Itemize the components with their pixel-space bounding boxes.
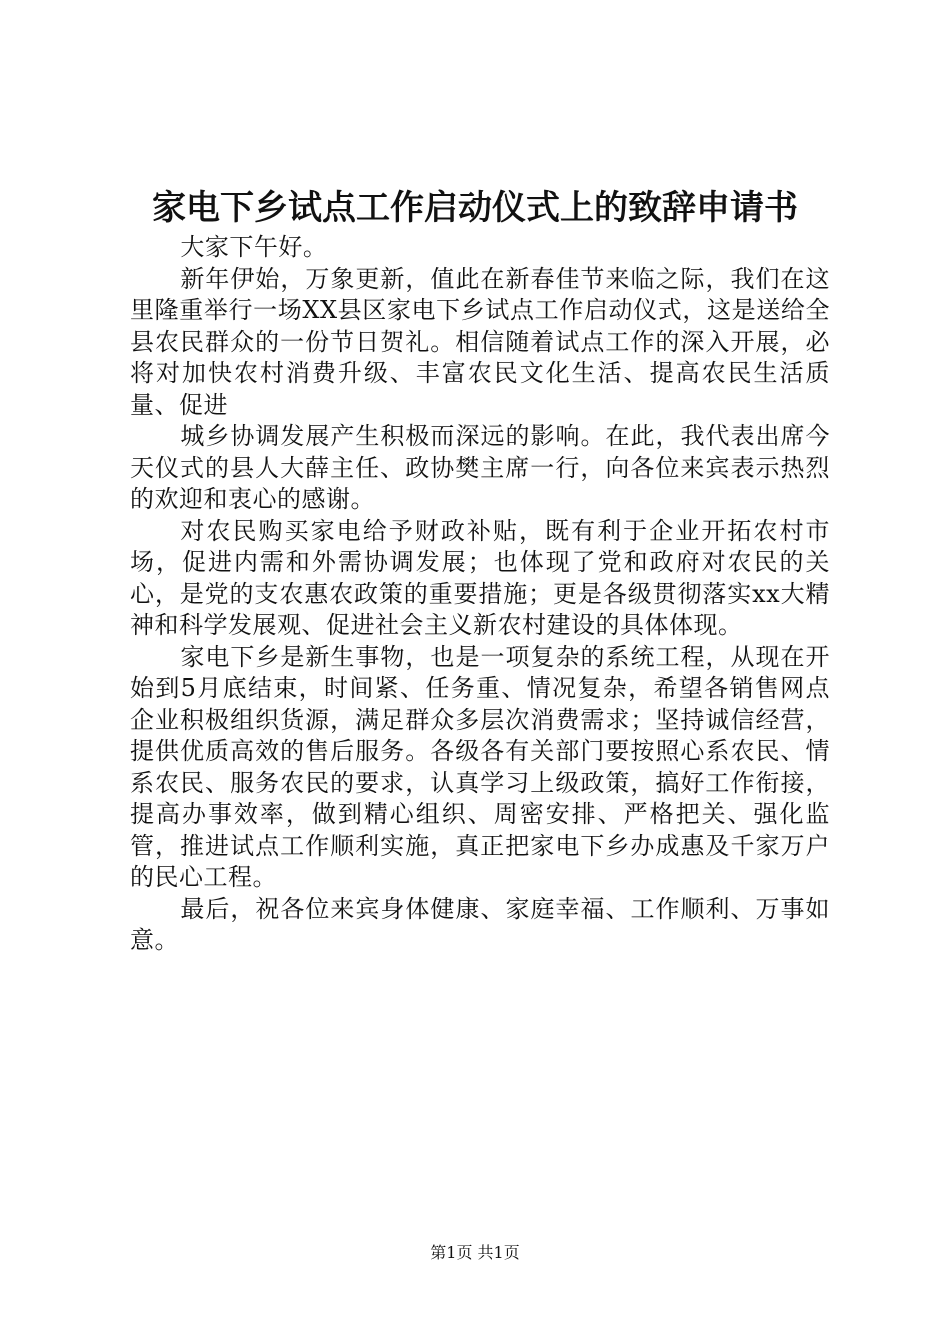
paragraph-closing: 最后，祝各位来宾身体健康、家庭幸福、工作顺利、万事如意。 <box>130 894 830 954</box>
document-body <box>130 232 830 957</box>
paragraph-policy: 对农民购买家电给予财政补贴，既有利于企业开拓农村市场，促进内需和外需协调发展；也体现了党和政府对农民的关心，是党的支农惠农政策的重要措施；更是各级贯彻落实xx大精神和科学发展观、促进社会主义新农村建设的具体体现。 <box>130 516 830 639</box>
document-title: 家电下乡试点工作启动仪式上的致辞申请书 <box>152 188 798 228</box>
paragraph-welcome: 城乡协调发展产生积极而深远的影响。在此，我代表出席今天仪式的县人大薛主任、政协樊主席一行，向各位来宾表示热烈的欢迎和衷心的感谢。 <box>130 422 830 513</box>
paragraph-greeting: 大家下午好。 <box>180 233 328 261</box>
page-number-footer: 第1页 共1页 <box>430 1243 520 1262</box>
paragraph-requirements: 家电下乡是新生事物，也是一项复杂的系统工程，从现在开始到5月底结束，时间紧、任务重、情况复杂，希望各销售网点企业积极组织货源，满足群众多层次消费需求；坚持诚信经营，提供优质高效的售后服务。各级各有关部门要按照心系农民、情系农民、服务农民的要求，认真学习上级政策，搞好工作衔接，提高办事效率，做到精心组织、周密安排、严格把关、强化监管，推进试点工作顺利实施，真正把家电下乡办成惠及千家万户的民心工程。 <box>130 642 830 891</box>
paragraph-opening: 新年伊始，万象更新，值此在新春佳节来临之际，我们在这里隆重举行一场XX县区家电下乡试点工作启动仪式，这是送给全县农民群众的一份节日贺礼。相信随着试点工作的深入开展，必将对加快农村消费升级、丰富农民文化生活、提高农民生活质量、促进 <box>130 264 830 419</box>
